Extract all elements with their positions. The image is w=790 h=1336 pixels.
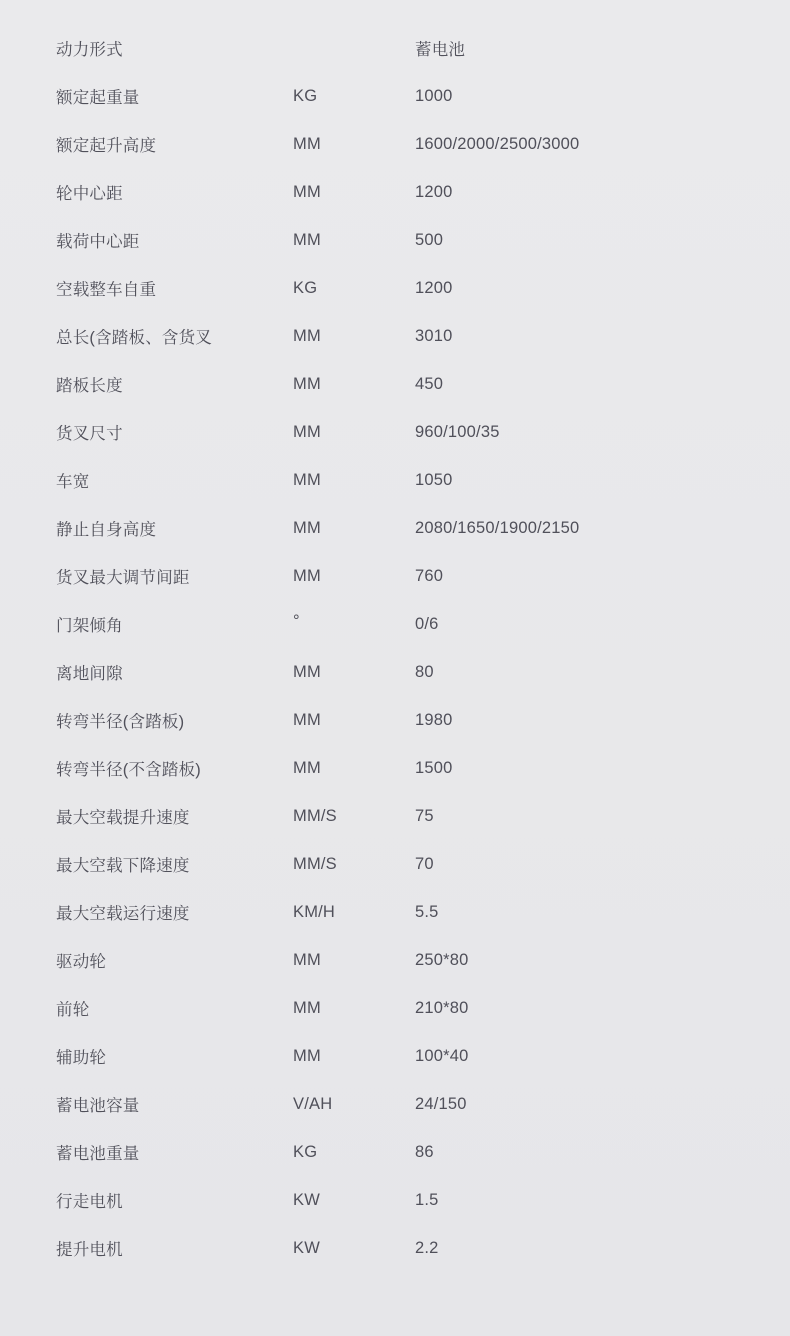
spec-unit: MM [293,470,321,489]
table-row [0,888,790,936]
table-row [0,1128,790,1176]
spec-name: 额定起升高度 [56,137,157,155]
table-row [0,1080,790,1128]
table-row [0,792,790,840]
table-row [0,72,790,120]
spec-name: 蓄电池容量 [56,1097,140,1115]
table-row [0,696,790,744]
spec-value: 蓄电池 [415,41,466,59]
spec-value: 1050 [415,470,453,489]
spec-name: 提升电机 [56,1241,123,1259]
spec-value: 2080/1650/1900/2150 [415,518,580,537]
spec-name: 行走电机 [56,1193,123,1211]
specification-table-body [0,24,790,1272]
table-row [0,648,790,696]
table-row [0,504,790,552]
spec-name: 货叉尺寸 [56,425,123,443]
table-row [0,984,790,1032]
spec-name: 蓄电池重量 [56,1145,140,1163]
table-row [0,360,790,408]
spec-value: 250*80 [415,950,469,969]
spec-value: 500 [415,230,444,249]
spec-value: 24/150 [415,1094,467,1113]
table-row [0,312,790,360]
spec-unit: MM [293,662,321,681]
spec-value: 0/6 [415,614,439,633]
spec-unit: MM [293,182,321,201]
spec-name: 前轮 [56,1001,90,1019]
table-row [0,120,790,168]
spec-name: 离地间隙 [56,665,123,683]
spec-unit: MM [293,1046,321,1065]
spec-unit: KG [293,278,318,297]
table-row [0,168,790,216]
spec-value: 86 [415,1142,434,1161]
table-row [0,744,790,792]
spec-name: 最大空载下降速度 [56,857,190,875]
spec-value: 5.5 [415,902,439,921]
spec-unit: MM [293,374,321,393]
spec-name: 辅助轮 [56,1049,107,1067]
spec-unit: V/AH [293,1094,333,1113]
spec-value: 1.5 [415,1190,439,1209]
spec-unit: KM/H [293,902,336,921]
spec-unit: MM [293,134,321,153]
spec-unit: KW [293,1238,320,1257]
table-row [0,24,790,72]
specification-table [0,24,790,1272]
spec-unit: MM [293,758,321,777]
spec-value: 210*80 [415,998,469,1017]
spec-name: 最大空载运行速度 [56,905,190,923]
table-row [0,552,790,600]
table-row [0,1032,790,1080]
spec-value: 2.2 [415,1238,439,1257]
spec-name: 额定起重量 [56,89,140,107]
spec-unit: MM [293,950,321,969]
spec-name: 转弯半径(不含踏板) [56,761,201,779]
table-row [0,456,790,504]
table-row [0,840,790,888]
table-row [0,264,790,312]
spec-name: 轮中心距 [56,185,123,203]
table-row [0,600,790,648]
spec-value: 960/100/35 [415,422,500,441]
spec-unit: MM/S [293,854,337,873]
spec-value: 1600/2000/2500/3000 [415,134,580,153]
table-row [0,408,790,456]
spec-unit: KG [293,86,318,105]
spec-value: 450 [415,374,444,393]
spec-unit: MM/S [293,806,337,825]
spec-name: 空载整车自重 [56,281,157,299]
table-row [0,1224,790,1272]
spec-unit: MM [293,326,321,345]
spec-value: 1000 [415,86,453,105]
spec-value: 1500 [415,758,453,777]
spec-unit: MM [293,518,321,537]
spec-value: 75 [415,806,434,825]
spec-unit: MM [293,230,321,249]
spec-name: 货叉最大调节间距 [56,569,190,587]
spec-unit: KW [293,1190,320,1209]
spec-value: 70 [415,854,434,873]
spec-value: 1980 [415,710,453,729]
spec-value: 3010 [415,326,453,345]
spec-unit: KG [293,1142,318,1161]
spec-value: 1200 [415,278,453,297]
spec-value: 80 [415,662,434,681]
spec-value: 760 [415,566,444,585]
spec-unit: MM [293,566,321,585]
spec-name: 总长(含踏板、含货叉 [56,329,212,347]
spec-unit: MM [293,998,321,1017]
spec-name: 最大空载提升速度 [56,809,190,827]
spec-name: 踏板长度 [56,377,123,395]
spec-unit: MM [293,422,321,441]
table-row [0,936,790,984]
spec-name: 门架倾角 [56,617,123,635]
spec-unit: ° [293,611,300,630]
spec-name: 静止自身高度 [56,521,157,539]
table-row [0,1176,790,1224]
spec-unit [292,24,414,72]
spec-unit: MM [293,710,321,729]
spec-name: 驱动轮 [56,953,107,971]
spec-value: 100*40 [415,1046,469,1065]
spec-name: 载荷中心距 [56,233,140,251]
spec-name: 动力形式 [56,41,123,59]
table-row [0,216,790,264]
spec-name: 转弯半径(含踏板) [56,713,185,731]
spec-value: 1200 [415,182,453,201]
spec-name: 车宽 [56,473,90,491]
